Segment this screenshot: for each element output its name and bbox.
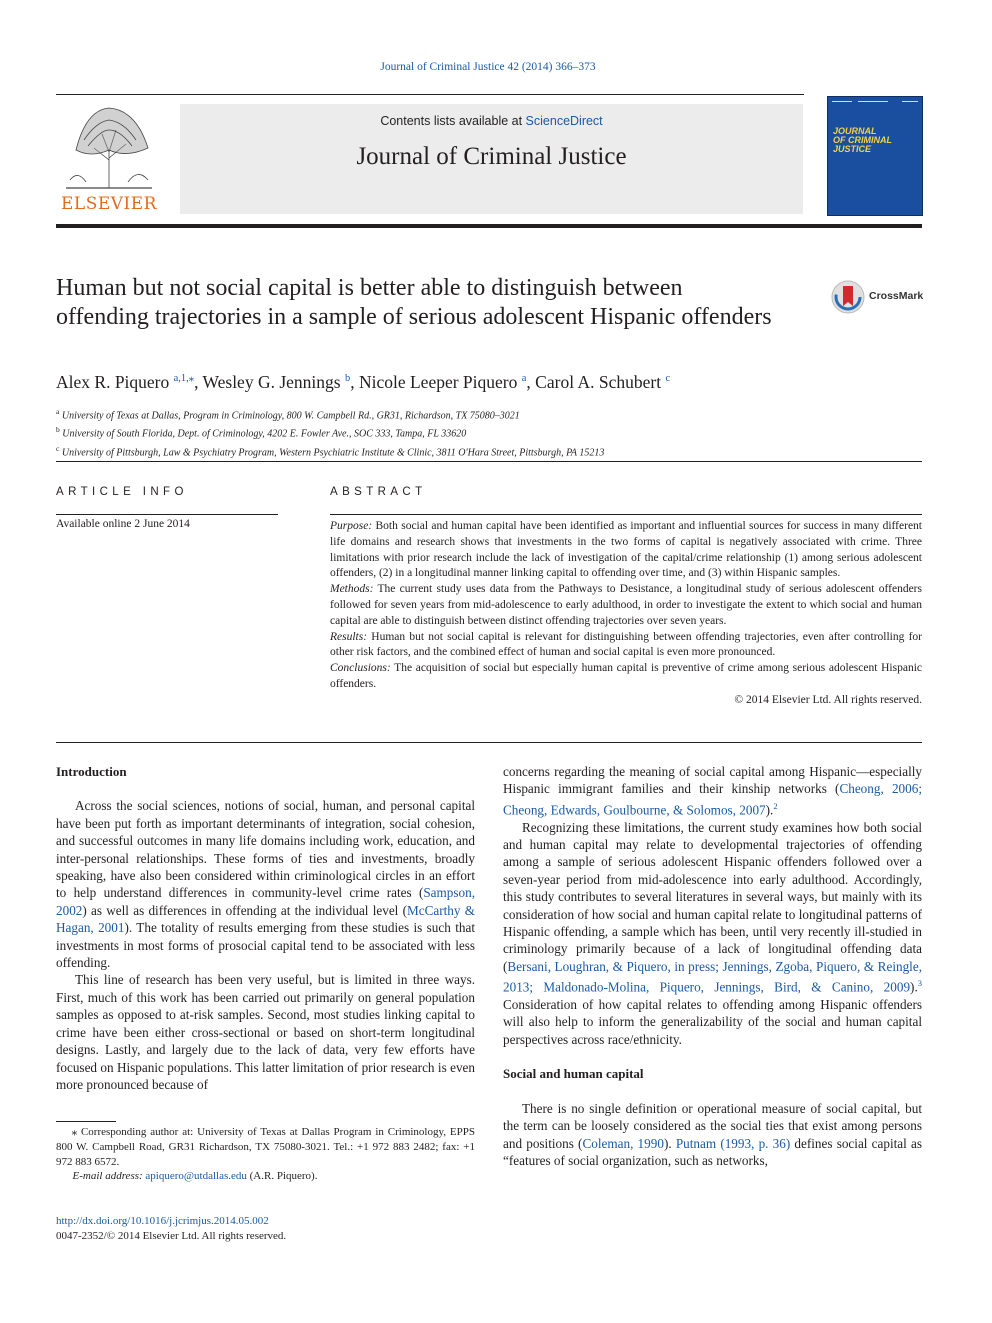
abstract-methods bbox=[330, 582, 922, 629]
author-name: Carol A. Schubert bbox=[535, 372, 662, 392]
author-name: Nicole Leeper Piquero bbox=[358, 372, 518, 392]
abstract-results bbox=[330, 630, 922, 662]
email-label: E-mail address: bbox=[72, 1170, 143, 1183]
paragraph-text: ). bbox=[765, 802, 774, 818]
abstract-results-label: Results: bbox=[330, 630, 368, 643]
body-column-right bbox=[503, 763, 922, 1169]
author[interactable] bbox=[56, 372, 194, 392]
author[interactable] bbox=[535, 372, 670, 392]
body-column-left bbox=[56, 763, 475, 1093]
publisher-name: ELSEVIER bbox=[61, 194, 157, 214]
email-suffix: (A.R. Piquero). bbox=[246, 1170, 318, 1183]
cover-masthead-lines-icon bbox=[832, 100, 918, 104]
section-heading-social-human-capital: Social and human capital bbox=[503, 1066, 644, 1082]
affiliation-marker: a bbox=[56, 407, 60, 416]
available-online-date: Available online 2 June 2014 bbox=[56, 518, 190, 530]
author-name: Alex R. Piquero bbox=[56, 372, 170, 392]
paragraph-text: There is no single definition or operational measure of social capital, but the term can be loosely considered as the social ties that exist among persons and positions ( bbox=[503, 1100, 922, 1151]
abstract-results-text: Human but not social capital is relevant for distinguishing between offending trajectories, even after controlling for other risk factors, and the combined effect of human and social capital is even more pronounced. bbox=[330, 630, 922, 659]
affiliation bbox=[56, 442, 604, 460]
author-separator: , bbox=[194, 372, 203, 392]
affiliation bbox=[56, 423, 604, 441]
doi-link[interactable]: http://dx.doi.org/10.1016/j.jcrimjus.2014.05.002 bbox=[56, 1215, 269, 1227]
journal-reference[interactable]: Journal of Criminal Justice 42 (2014) 366–373 bbox=[380, 61, 596, 73]
paragraph bbox=[503, 819, 922, 1049]
journal-banner bbox=[180, 104, 803, 214]
cover-title-line: OF CRIMINAL bbox=[833, 135, 892, 145]
author-affil-marker[interactable]: b bbox=[344, 373, 351, 385]
footnote-marker[interactable]: 2 bbox=[773, 800, 778, 811]
footnote-rule bbox=[56, 1121, 116, 1122]
journal-title[interactable]: Journal of Criminal Justice bbox=[356, 143, 627, 170]
cover-title-line: JUSTICE bbox=[833, 144, 872, 154]
abstract-methods-text: The current study uses data from the Pathways to Desistance, a longitudinal study of serious adolescent offenders followed for seven years from mid-adolescence to early adulthood, in order to investigate the extent to which social and human capital are able to distinguish between distinct offending trajectories over seven years. bbox=[330, 583, 922, 627]
article-title: Human but not social capital is better able to distinguish between offending trajectories in a sample of serious adolescent Hispanic offenders bbox=[56, 275, 772, 330]
paragraph bbox=[56, 797, 475, 971]
affiliation-marker: c bbox=[56, 443, 60, 453]
contents-prefix: Contents lists available at bbox=[380, 114, 526, 128]
author-affil-marker[interactable]: a bbox=[521, 373, 527, 385]
affiliation-text: University of Pittsburgh, Law & Psychiatry Program, Western Psychiatric Institute & Clinic, 3811 O'Hara Street, Pittsburgh, PA 15213 bbox=[61, 446, 605, 458]
affiliation bbox=[56, 405, 604, 423]
citation-link[interactable]: McCarthy & Hagan, 2001 bbox=[56, 902, 475, 936]
author-email-link[interactable]: apiquero@utdallas.edu bbox=[145, 1170, 247, 1183]
paragraph bbox=[503, 1100, 922, 1170]
paragraph-text: ). The totality of results emerging from these studies is such that investments in most forms of prosocial capital tend to be associated with less offending. bbox=[56, 920, 475, 971]
footnote-text bbox=[56, 1125, 475, 1169]
article-info-heading: ARTICLE INFO bbox=[56, 486, 188, 498]
crossmark-icon bbox=[831, 280, 865, 314]
paragraph-text: concerns regarding the meaning of social capital among Hispanic—especially Hispanic immigrant families and their kinship networks ( bbox=[503, 764, 922, 797]
elsevier-logo[interactable] bbox=[56, 100, 162, 214]
cover-masthead-strip bbox=[832, 100, 918, 105]
journal-cover[interactable] bbox=[827, 96, 923, 216]
divider bbox=[56, 461, 922, 462]
paragraph: This line of research has been very useful, but is limited in three ways. First, much of this work has been carried out primarily on general population samples as opposed to at-risk samples. Second, most studies linking capital to crime have been either cross-sectional or based on short-term longitudinal designs. Lastly, and largely due to the lack of data, very few efforts have focused on Hispanic populations. This latter limitation of prior research is even more pronounced because of bbox=[56, 972, 475, 1092]
issn-copyright: 0047-2352/© 2014 Elsevier Ltd. All rights reserved. bbox=[56, 1230, 287, 1242]
corresponding-author-text: Corresponding author at: University of Texas at Dallas Program in Criminology, EPPS 800 W. Campbell Road, GR31 Richardson, TX 75080-3021. Tel.: +1 972 883 2482; fax: +1 972 883 6572. bbox=[56, 1126, 475, 1168]
citation-link[interactable]: Putnam (1993, p. 36) bbox=[675, 1135, 791, 1151]
abstract-conclusions-label: Conclusions: bbox=[330, 662, 391, 675]
affiliations bbox=[56, 405, 604, 460]
author[interactable] bbox=[203, 372, 351, 392]
citation-link[interactable]: Cheong, 2006; Cheong, Edwards, Goulbourne, & Solomos, 2007 bbox=[503, 781, 922, 818]
divider bbox=[330, 514, 922, 515]
corresponding-author-footnote bbox=[56, 1125, 475, 1184]
contents-line bbox=[180, 114, 803, 128]
footnote-star: ⁎ bbox=[71, 1126, 78, 1138]
paragraph-text: ) as well as differences in offending at the individual level ( bbox=[82, 902, 407, 918]
crossmark-button[interactable] bbox=[831, 280, 923, 316]
paragraph-text: Consideration of how capital relates to offending among Hispanic offenders will also help to inform the generalizability of the social and human capital perspectives across race/ethnicity. bbox=[503, 997, 922, 1047]
abstract-copyright: © 2014 Elsevier Ltd. All rights reserved. bbox=[734, 693, 922, 706]
footnote-marker[interactable]: 3 bbox=[917, 978, 922, 989]
citation-link[interactable]: Coleman, 1990 bbox=[582, 1135, 664, 1151]
paragraph-text: Across the social sciences, notions of social, human, and personal capital have been put forth as important determinants of integration, social cohesion, and successful outcomes in many life domains including work, education, and inter-personal relationships. These forms of ties and investments, broadly speaking, have also been considered within criminological circles in an effort to help understand differences in community-level crime rates ( bbox=[56, 798, 475, 901]
abstract-heading: ABSTRACT bbox=[330, 486, 427, 498]
sciencedirect-link[interactable]: ScienceDirect bbox=[525, 114, 603, 128]
author-affil-marker[interactable]: a,1,⁎ bbox=[173, 373, 195, 385]
abstract-conclusions-text: The acquisition of social but especially human capital is preventive of crime among serious adolescent Hispanic offenders. bbox=[330, 662, 922, 690]
paragraph-text: ). bbox=[663, 1135, 676, 1151]
author-separator: , bbox=[526, 372, 536, 392]
abstract-purpose bbox=[330, 519, 922, 582]
paragraph-text: defines social capital as “features of social organization, such as networks, bbox=[503, 1135, 922, 1168]
citation-link[interactable]: Bersani, Loughran, & Piquero, in press; Jennings, Zgoba, Piquero, & Reingle, 2013; Maldonado-Molina, Piquero, Jennings, Bird, & Canino, 2009 bbox=[503, 958, 922, 995]
author-separator: , bbox=[350, 372, 359, 392]
paragraph-text: Recognizing these limitations, the current study examines how both social and human capital may relate to developmental trajectories of offending among a sample of serious adolescent Hispanic offenders followed over a seven-year period from mid-adolescence into early adulthood. Accordingly, this study contributes to several literatures in several ways, but mainly with its consideration of how social and human capital relate to longitudinal patterns of Hispanic offending, a sample which has been, until very recently ill-studied in criminology primarily because of a lack of longitudinal offending data ( bbox=[503, 819, 922, 974]
cover-title-line: JOURNAL bbox=[833, 126, 877, 136]
citation-link[interactable]: Sampson, 2002 bbox=[56, 885, 475, 918]
affiliation-text: University of South Florida, Dept. of Criminology, 4202 E. Fowler Ave., SOC 333, Tampa, FL 33620 bbox=[62, 428, 467, 440]
header-divider bbox=[56, 94, 804, 95]
email-line bbox=[56, 1169, 475, 1184]
author-affil-marker[interactable]: c bbox=[665, 373, 671, 385]
affiliation-marker: b bbox=[56, 425, 60, 435]
divider bbox=[56, 514, 278, 515]
author-name: Wesley G. Jennings bbox=[202, 372, 341, 392]
abstract-purpose-text: Both social and human capital have been identified as important and influential sources for success in many different life domains and research shows that investments in the two forms of capital is negatively associated with crime. Three limitations with prior research include the lack of investigation of the capital/crime relationship (1) among serious adolescent offenders, (2) in a longitudinal manner linking capital to offending over time, and (3) within Hispanic samples. bbox=[330, 520, 922, 580]
crossmark-label: CrossMark bbox=[869, 290, 924, 302]
abstract-conclusions bbox=[330, 661, 922, 693]
section-heading-introduction: Introduction bbox=[56, 764, 127, 779]
footer-doi-block bbox=[56, 1214, 286, 1244]
header-thick-rule bbox=[56, 224, 922, 228]
author-list bbox=[56, 372, 670, 393]
paragraph-text: ). bbox=[910, 979, 918, 995]
abstract-body bbox=[330, 519, 922, 709]
cover-title bbox=[833, 127, 892, 154]
abstract-purpose-label: Purpose: bbox=[330, 520, 373, 532]
paragraph bbox=[503, 763, 922, 819]
abstract-methods-label: Methods: bbox=[330, 583, 374, 596]
author[interactable] bbox=[359, 372, 526, 392]
elsevier-tree-icon bbox=[56, 100, 162, 192]
affiliation-text: University of Texas at Dallas, Program in Criminology, 800 W. Campbell Rd., GR31, Richardson, TX 75080–3021 bbox=[61, 410, 520, 422]
divider bbox=[56, 742, 922, 743]
